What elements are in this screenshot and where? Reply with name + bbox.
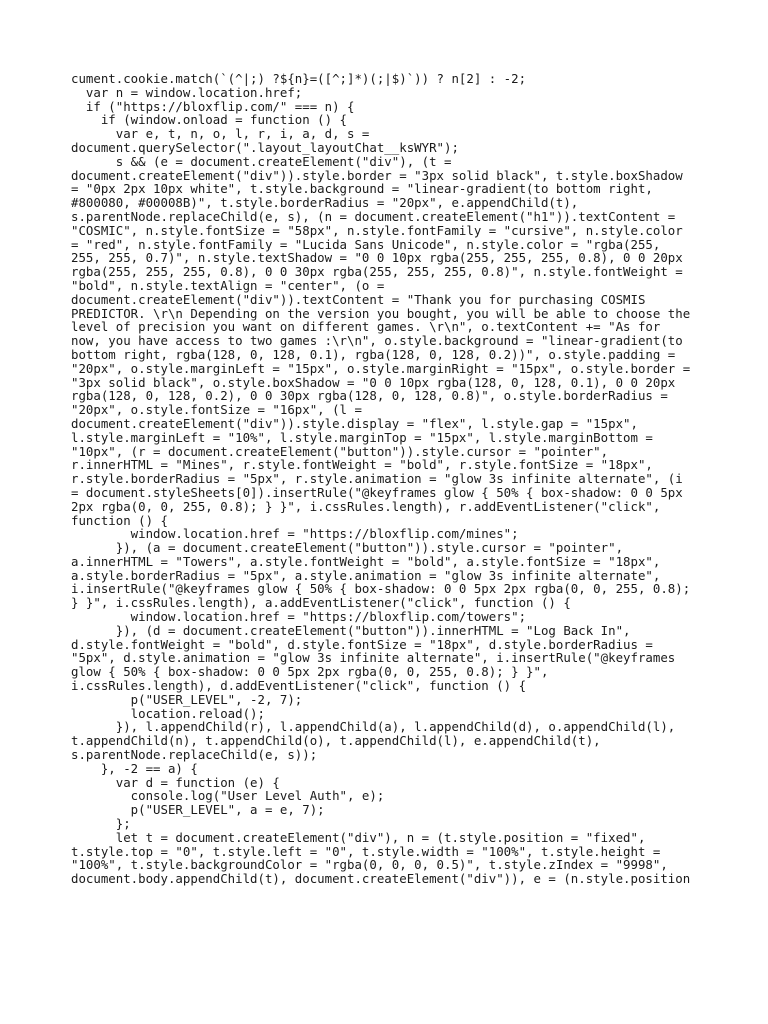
code-line: var d = function (e) { bbox=[71, 774, 280, 790]
code-line: location.reload(); bbox=[71, 705, 265, 721]
code-line: r.innerHTML = "Mines", r.style.fontWeight = "bold", r.style.fontSize = "18px", bbox=[71, 457, 653, 473]
code-line: console.log("User Level Auth", e); bbox=[71, 788, 385, 804]
code-line: } }", i.cssRules.length), a.addEventListener("click", function () { bbox=[71, 595, 571, 611]
code-line: window.location.href = "https://bloxflip.com/mines"; bbox=[71, 526, 519, 542]
code-line: r.style.borderRadius = "5px", r.style.animation = "glow 3s infinite alternate", (i bbox=[71, 471, 683, 487]
code-line: }), (d = document.createElement("button")).innerHTML = "Log Back In", bbox=[71, 622, 631, 638]
code-line: level of precision you want on different games. \r\n", o.textContent += "As for bbox=[71, 319, 661, 335]
code-block bbox=[71, 72, 711, 886]
code-line: now, you have access to two games :\r\n", o.style.background = "linear-gradient(to bbox=[71, 333, 683, 349]
code-line: }, -2 == a) { bbox=[71, 760, 198, 776]
code-line: "3px solid black", o.style.boxShadow = "0 0 10px rgba(128, 0, 128, 0.1), 0 0 20px bbox=[71, 374, 676, 390]
code-line: function () { bbox=[71, 512, 168, 528]
code-line: cument.cookie.match(`(^|;) ?${n}=([^;]*)(;|$)`)) ? n[2] : -2; bbox=[71, 71, 527, 86]
code-line: s && (e = document.createElement("div"), (t = bbox=[71, 153, 452, 169]
code-line: document.createElement("div")).style.display = "flex", l.style.gap = "15px", bbox=[71, 415, 638, 431]
code-line: #800080, #00008B)", t.style.borderRadius = "20px", e.appendChild(t), bbox=[71, 195, 579, 211]
code-line: = "red", n.style.fontFamily = "Lucida Sans Unicode", n.style.color = "rgba(255, bbox=[71, 236, 661, 252]
code-line: }; bbox=[71, 816, 131, 832]
code-line: PREDICTOR. \r\n Depending on the version you bought, you will be able to choose the bbox=[71, 305, 691, 321]
code-line: a.innerHTML = "Towers", a.style.fontWeight = "bold", a.style.fontSize = "18px", bbox=[71, 553, 661, 569]
code-line: window.location.href = "https://bloxflip.com/towers"; bbox=[71, 609, 527, 625]
code-line: rgba(255, 255, 255, 0.8), 0 0 30px rgba(255, 255, 255, 0.8)", n.style.fontWeight = bbox=[71, 264, 683, 280]
code-line: let t = document.createElement("div"), n = (t.style.position = "fixed", bbox=[71, 829, 646, 845]
code-line: 2px rgba(0, 0, 255, 0.8); } }", i.cssRules.length), r.addEventListener("click", bbox=[71, 498, 661, 514]
code-line: = "0px 2px 10px white", t.style.background = "linear-gradient(to bottom right, bbox=[71, 181, 653, 197]
code-line: var e, t, n, o, l, r, i, a, d, s = bbox=[71, 126, 370, 142]
code-line: = document.styleSheets[0]).insertRule("@keyframes glow { 50% { box-shadow: 0 0 5px bbox=[71, 484, 683, 500]
code-line: d.style.fontWeight = "bold", d.style.fontSize = "18px", d.style.borderRadius = bbox=[71, 636, 653, 652]
code-line: "bold", n.style.textAlign = "center", (o = bbox=[71, 277, 385, 293]
code-line: a.style.borderRadius = "5px", a.style.animation = "glow 3s infinite alternate", bbox=[71, 567, 661, 583]
code-line: rgba(128, 0, 128, 0.2), 0 0 30px rgba(128, 0, 128, 0.8)", o.style.borderRadius = bbox=[71, 388, 668, 404]
code-line: p("USER_LEVEL", a = e, 7); bbox=[71, 802, 325, 818]
code-line: t.style.top = "0", t.style.left = "0", t.style.width = "100%", t.style.height = bbox=[71, 843, 661, 859]
document-page bbox=[71, 72, 711, 886]
code-line: p("USER_LEVEL", -2, 7); bbox=[71, 691, 303, 707]
code-line: var n = window.location.href; bbox=[71, 84, 303, 100]
code-line: glow { 50% { box-shadow: 0 0 5px 2px rgba(0, 0, 255, 0.8); } }", bbox=[71, 664, 549, 680]
code-line: bottom right, rgba(128, 0, 128, 0.1), rgba(128, 0, 128, 0.2))", o.style.padding = bbox=[71, 346, 676, 362]
code-line: if ("https://bloxflip.com/" === n) { bbox=[71, 98, 355, 114]
code-line: s.parentNode.replaceChild(e, s)); bbox=[71, 747, 318, 763]
code-line: if (window.onload = function () { bbox=[71, 112, 348, 128]
code-line: 255, 255, 0.7)", n.style.textShadow = "0 0 10px rgba(255, 255, 255, 0.8), 0 0 20px bbox=[71, 250, 683, 266]
code-line: "5px", d.style.animation = "glow 3s infinite alternate", i.insertRule("@keyframes bbox=[71, 650, 676, 666]
code-line: "10px", (r = document.createElement("button")).style.cursor = "pointer", bbox=[71, 443, 609, 459]
code-line: "100%", t.style.backgroundColor = "rgba(0, 0, 0, 0.5)", t.style.zIndex = "9998", bbox=[71, 857, 668, 873]
code-line: "20px", o.style.marginLeft = "15px", o.style.marginRight = "15px", o.style.border = bbox=[71, 360, 691, 376]
code-line: i.insertRule("@keyframes glow { 50% { box-shadow: 0 0 5px 2px rgba(0, 0, 255, 0.8); bbox=[71, 581, 691, 597]
code-line: document.querySelector(".layout_layoutChat__ksWYR"); bbox=[71, 139, 459, 155]
code-line: s.parentNode.replaceChild(e, s), (n = document.createElement("h1")).textContent = bbox=[71, 208, 676, 224]
code-line: i.cssRules.length), d.addEventListener("click", function () { bbox=[71, 678, 527, 694]
code-line: t.appendChild(n), t.appendChild(o), t.appendChild(l), e.appendChild(t), bbox=[71, 733, 601, 749]
code-line: document.body.appendChild(t), document.createElement("div")), e = (n.style.position bbox=[71, 871, 691, 887]
code-line: }), (a = document.createElement("button")).style.cursor = "pointer", bbox=[71, 540, 624, 556]
code-line: l.style.marginLeft = "10%", l.style.marginTop = "15px", l.style.marginBottom = bbox=[71, 429, 653, 445]
code-line: document.createElement("div")).textContent = "Thank you for purchasing COSMIS bbox=[71, 291, 646, 307]
code-line: document.createElement("div")).style.border = "3px solid black", t.style.boxShadow bbox=[71, 167, 683, 183]
code-line: }), l.appendChild(r), l.appendChild(a), l.appendChild(d), o.appendChild(l), bbox=[71, 719, 676, 735]
code-line: "COSMIC", n.style.fontSize = "58px", n.style.fontFamily = "cursive", n.style.color bbox=[71, 222, 683, 238]
code-line: "20px", o.style.fontSize = "16px", (l = bbox=[71, 402, 362, 418]
